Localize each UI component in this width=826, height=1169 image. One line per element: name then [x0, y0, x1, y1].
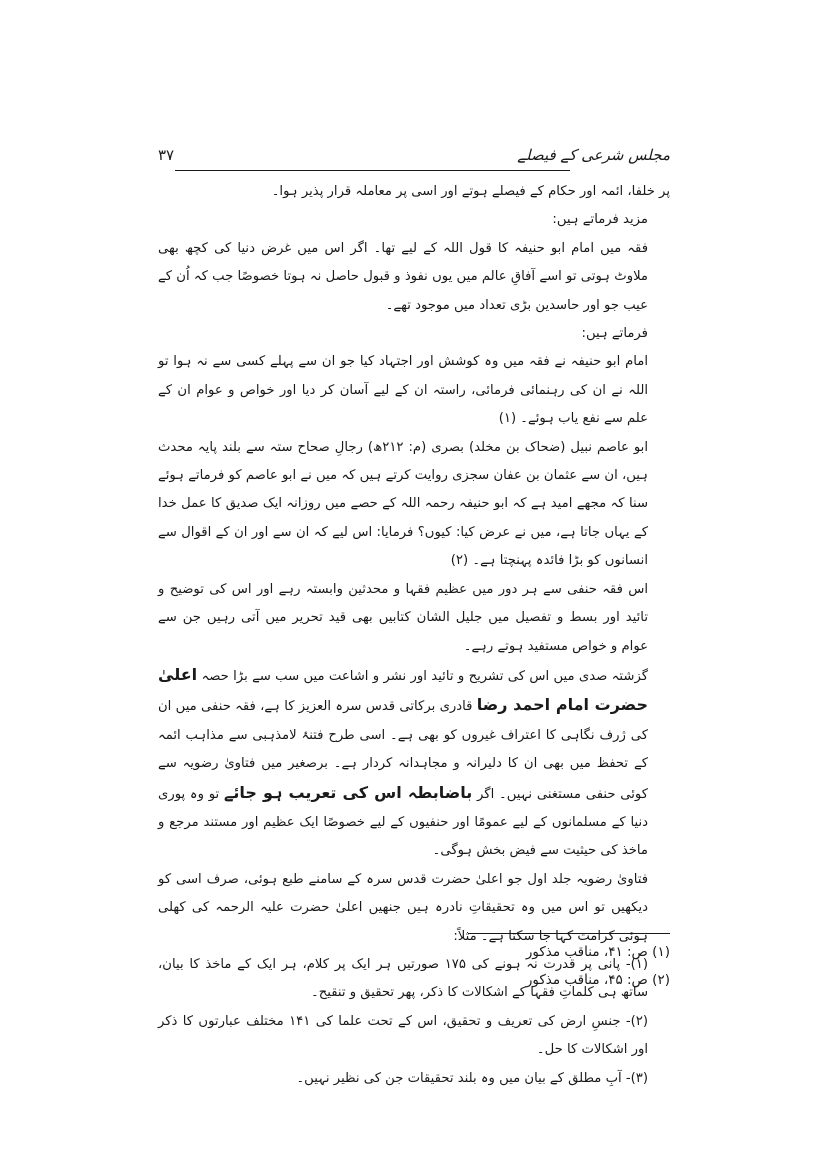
paragraph: فتاویٰ رضویہ جلد اول جو اعلیٰ حضرت قدس سرہ کے سامنے طبع ہوئی، صرف اسی کو دیکھیں تو اس میں وہ تحقیقاتِ نادرہ ہیں جنھیں اعلیٰ حضرت علیہ الرحمہ کی کھلی ہوئی کرامت کہا جا سکتا ہے۔ مثلاً:	[158, 871, 648, 944]
paragraph-text: گزشتہ صدی میں اس کی تشریح و تائید اور نشر و اشاعت میں سب سے بڑا حصہ	[201, 668, 648, 684]
list-item: (۳)- آبِ مطلق کے بیان میں وہ بلند تحقیقات جن کی نظیر نہیں۔	[296, 1070, 648, 1086]
paragraph-text: قادری برکاتی قدس سرہ العزیز کا ہے، فقہ حنفی میں ان کی ژرف نگاہی کا اعتراف غیروں کو بھی ہے۔ اسی طرح فتنۂ لامذہبی سے مذاہب ائمہ کے تحفظ میں بھی ان کا دلیرانہ و مجاہدانہ کردار ہے۔ برصغیر میں فتاویٰ رضویہ سے کوئی حنفی مستغنی نہیں۔ اگر	[158, 699, 648, 802]
header-rule	[175, 170, 570, 171]
paragraph: پر خلفا، ائمہ اور حکام کے فیصلے ہوتے اور اسی پر معاملہ قرار پذیر ہوا۔	[271, 184, 670, 199]
page-number: ۳۷	[158, 146, 175, 164]
paragraph: فرماتے ہیں:	[581, 326, 648, 342]
footnote: (۲) ص: ۴۵، مناقب مذکور	[525, 972, 670, 988]
footnote: (۱) ص: ۴۱، مناقب مذکور	[525, 944, 670, 960]
paragraph: مزید فرماتے ہیں:	[552, 212, 648, 228]
paragraph-text: تو وہ پوری دنیا کے مسلمانوں کے لیے عمومًا اور حنفیوں کے لیے خصوصًا ایک عظیم اور مستند مرجع و ماخذ کی حیثیت سے فیض بخش ہوگی۔	[158, 786, 648, 859]
running-header	[158, 146, 670, 172]
paragraph: امام ابو حنیفہ نے فقہ میں وہ کوشش اور اجتہاد کیا جو ان سے پہلے کسی سے نہ ہوا تو اللہ نے ان کی رہنمائی فرمائی، راستہ ان کے لیے آسان کر دیا اور خواص و عوام ان کے علم سے نفع یاب ہوئے۔ (۱)	[158, 354, 648, 427]
paragraph: ابو عاصم نبیل (ضحاک بن مخلد) بصری (م: ۲۱۲ھ) رجالِ صحاح ستہ سے بلند پایہ محدث ہیں، ان سے عثمان بن عفان سجزی روایت کرتے ہیں کہ میں نے ابو عاصم کو فرماتے ہوئے سنا کہ مجھے امید ہے کہ ابو حنیفہ رحمہ اللہ کے حصے میں روزانہ ایک صدیق کا عمل خدا کے یہاں جاتا ہے، میں نے عرض کیا: کیوں؟ فرمایا: اس لیے کہ ان سے اور ان کے اقوال سے انسانوں کو بڑا فائدہ پہنچتا ہے۔ (۲)	[158, 439, 649, 569]
footnotes	[360, 938, 670, 994]
list-item: (۱)- پانی پر قدرت نہ ہونے کی ۱۷۵ صورتیں ہر ایک پر کلام، ہر ایک کے ماخذ کا بیان، ساتھ ہی کلماتِ فقہا کے اشکالات کا ذکر، پھر تحقیق و تنقیح۔	[158, 956, 648, 1001]
list-item: (۲)- جنسِ ارض کی تعریف و تحقیق، اس کے تحت علما کی ۱۴۱ مختلف عبارتوں کا ذکر اور اشکالات کا حل۔	[158, 1013, 648, 1058]
emphasis-ba-zabita: باضابطہ اس کی تعریب ہو جائے	[223, 782, 473, 802]
paragraph	[158, 661, 670, 866]
header-title: مجلس شرعی کے فیصلے	[517, 146, 670, 164]
paragraph: فقہ میں امام ابو حنیفہ کا قول اللہ کے لیے تھا۔ اگر اس میں غرض دنیا کی کچھ بھی ملاوٹ ہوتی تو اسے آفاقِ عالم میں یوں نفوذ و قبول حاصل نہ ہوتا خصوصًا جب کہ اُن کے عیب جو اور حاسدین بڑی تعداد میں موجود تھے۔	[158, 240, 648, 313]
paragraph: اس فقہ حنفی سے ہر دور میں عظیم فقہا و محدثین وابستہ رہے اور اس کی توضیح و تائید اور بسط و تفصیل میں جلیل الشان کتابیں بھی قید تحریر میں آتی رہیں جن سے عوام و خواص مستفید ہوتے رہے۔	[158, 581, 648, 654]
footnote-rule	[468, 933, 670, 934]
emphasis-aala-hazrat: اعلیٰ حضرت امام احمد رضا	[158, 664, 648, 715]
